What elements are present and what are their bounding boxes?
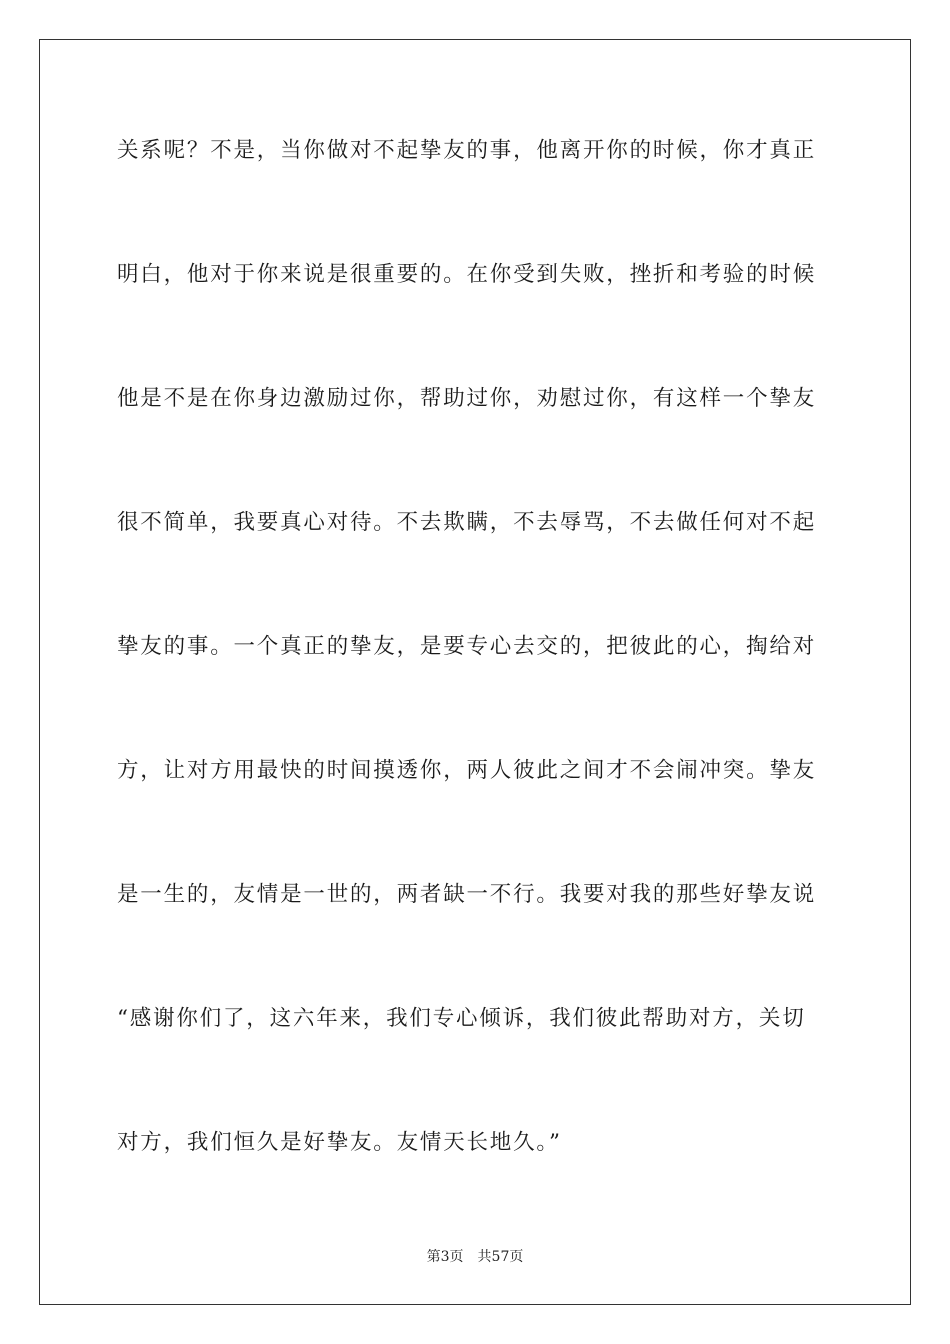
total-page-count: 共57页 xyxy=(477,1249,524,1265)
current-page-number: 第3页 xyxy=(426,1249,464,1265)
page-footer xyxy=(0,1248,950,1266)
body-text-line: 明白，他对于你来说是很重要的。在你受到失败，挫折和考验的时候 xyxy=(117,262,817,287)
body-text-line: 很不简单，我要真心对待。不去欺瞒，不去辱骂，不去做任何对不起 xyxy=(117,510,817,535)
body-text-line: 对方，我们恒久是好挚友。友情天长地久。” xyxy=(117,1130,562,1155)
body-text-line: 是一生的，友情是一世的，两者缺一不行。我要对我的那些好挚友说 xyxy=(117,882,817,907)
page-border xyxy=(39,39,911,1305)
body-text-line: 他是不是在你身边激励过你，帮助过你，劝慰过你，有这样一个挚友 xyxy=(117,386,817,411)
body-text-line: 挚友的事。一个真正的挚友，是要专心去交的，把彼此的心，掏给对 xyxy=(117,634,817,659)
body-text-line: 关系呢？不是，当你做对不起挚友的事，他离开你的时候，你才真正 xyxy=(117,138,817,163)
body-text-line: “感谢你们了，这六年来，我们专心倾诉，我们彼此帮助对方，关切 xyxy=(117,1006,806,1031)
body-text-line: 方，让对方用最快的时间摸透你，两人彼此之间才不会闹冲突。挚友 xyxy=(117,758,817,783)
